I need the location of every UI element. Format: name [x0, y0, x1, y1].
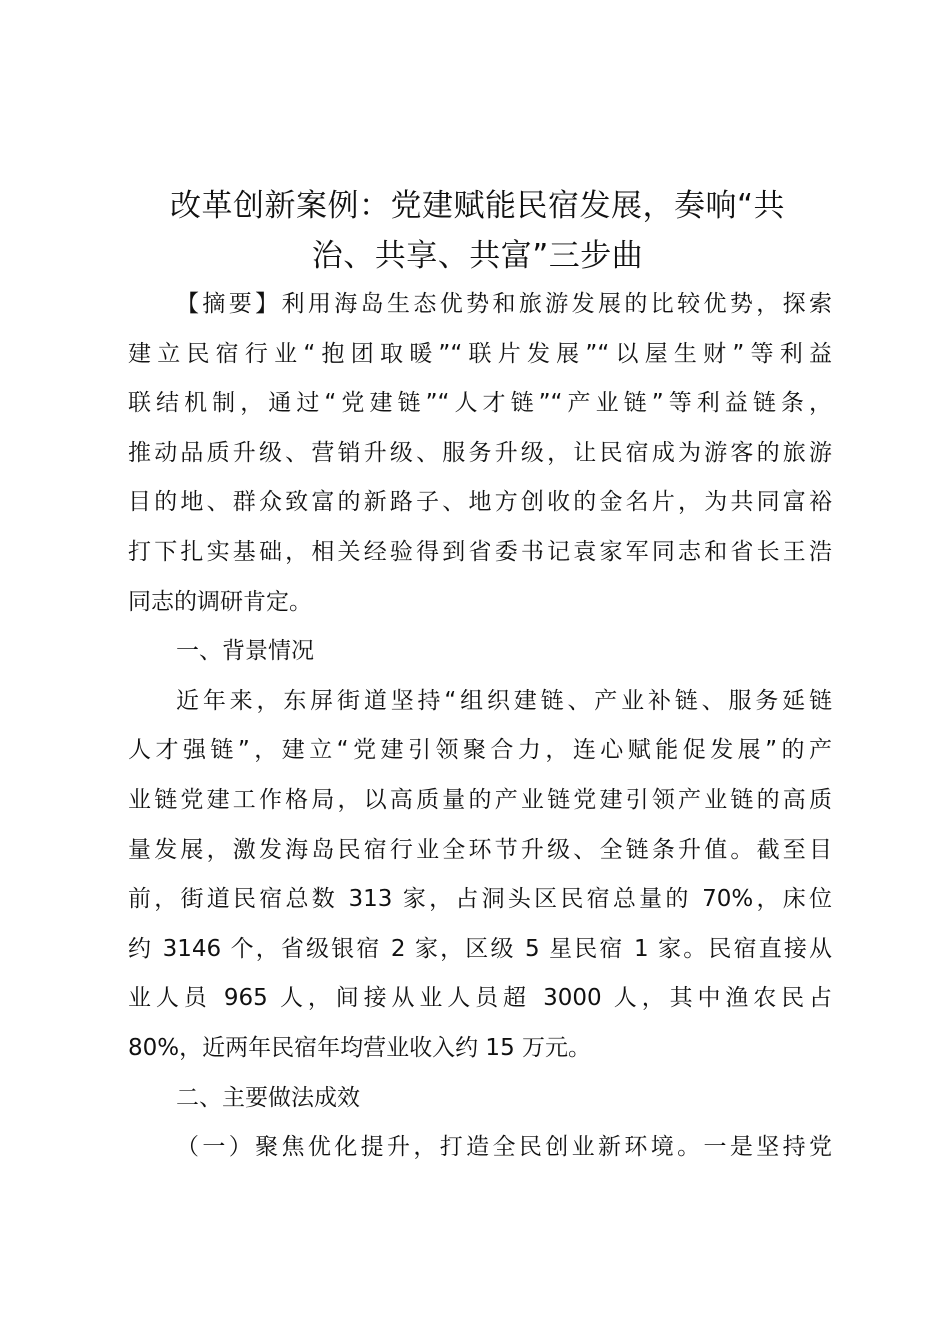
text-line: 同志的调研肯定。 — [128, 588, 312, 615]
background-paragraph — [128, 677, 832, 1074]
section-heading-background: 一、背景情况 — [176, 638, 314, 665]
text-line: 【摘要】利用海岛生态优势和旅游发展的比较优势，探索 — [176, 291, 832, 317]
section-heading-practices: 二、主要做法成效 — [176, 1084, 360, 1111]
document-title — [120, 181, 835, 281]
text-line: 前，街道民宿总数 313 家，占洞头区民宿总量的 70%，床位 — [128, 886, 832, 913]
text-line: 量发展，激发海岛民宿行业全环节升级、全链条升值。截至目 — [128, 836, 832, 863]
text-line: 80%，近两年民宿年均营业收入约 15 万元。 — [128, 1034, 592, 1061]
text-line: 建立民宿行业“抱团取暖”“联片发展”“以屋生财”等利益 — [128, 340, 832, 367]
title-line-2: 治、共享、共富”三步曲 — [311, 238, 644, 274]
title-line-1: 改革创新案例：党建赋能民宿发展，奏响“共 — [169, 188, 786, 224]
text-line: 人才强链”，建立“党建引领聚合力，连心赋能促发展”的产 — [128, 737, 832, 764]
text-line: 近年来，东屏街道坚持“组织建链、产业补链、服务延链 — [176, 687, 832, 714]
text-line: 业链党建工作格局，以高质量的产业链党建引领产业链的高质 — [128, 786, 832, 813]
abstract-paragraph — [128, 280, 832, 627]
text-line: 目的地、群众致富的新路子、地方创收的金名片，为共同富裕 — [128, 489, 832, 516]
text-line: （一）聚焦优化提升，打造全民创业新环境。一是坚持党 — [176, 1134, 832, 1161]
text-line: 推动品质升级、营销升级、服务升级，让民宿成为游客的旅游 — [128, 439, 832, 466]
text-line: 联结机制，通过“党建链”“人才链”“产业链”等利益链条， — [128, 390, 832, 417]
document-body — [128, 280, 832, 1173]
text-line: 打下扎实基础，相关经验得到省委书记袁家军同志和省长王浩 — [128, 538, 832, 565]
practices-paragraph — [128, 1123, 832, 1173]
text-line: 约 3146 个，省级银宿 2 家，区级 5 星民宿 1 家。民宿直接从 — [128, 935, 832, 962]
text-line: 业人员 965 人，间接从业人员超 3000 人，其中渔农民占 — [128, 985, 832, 1012]
